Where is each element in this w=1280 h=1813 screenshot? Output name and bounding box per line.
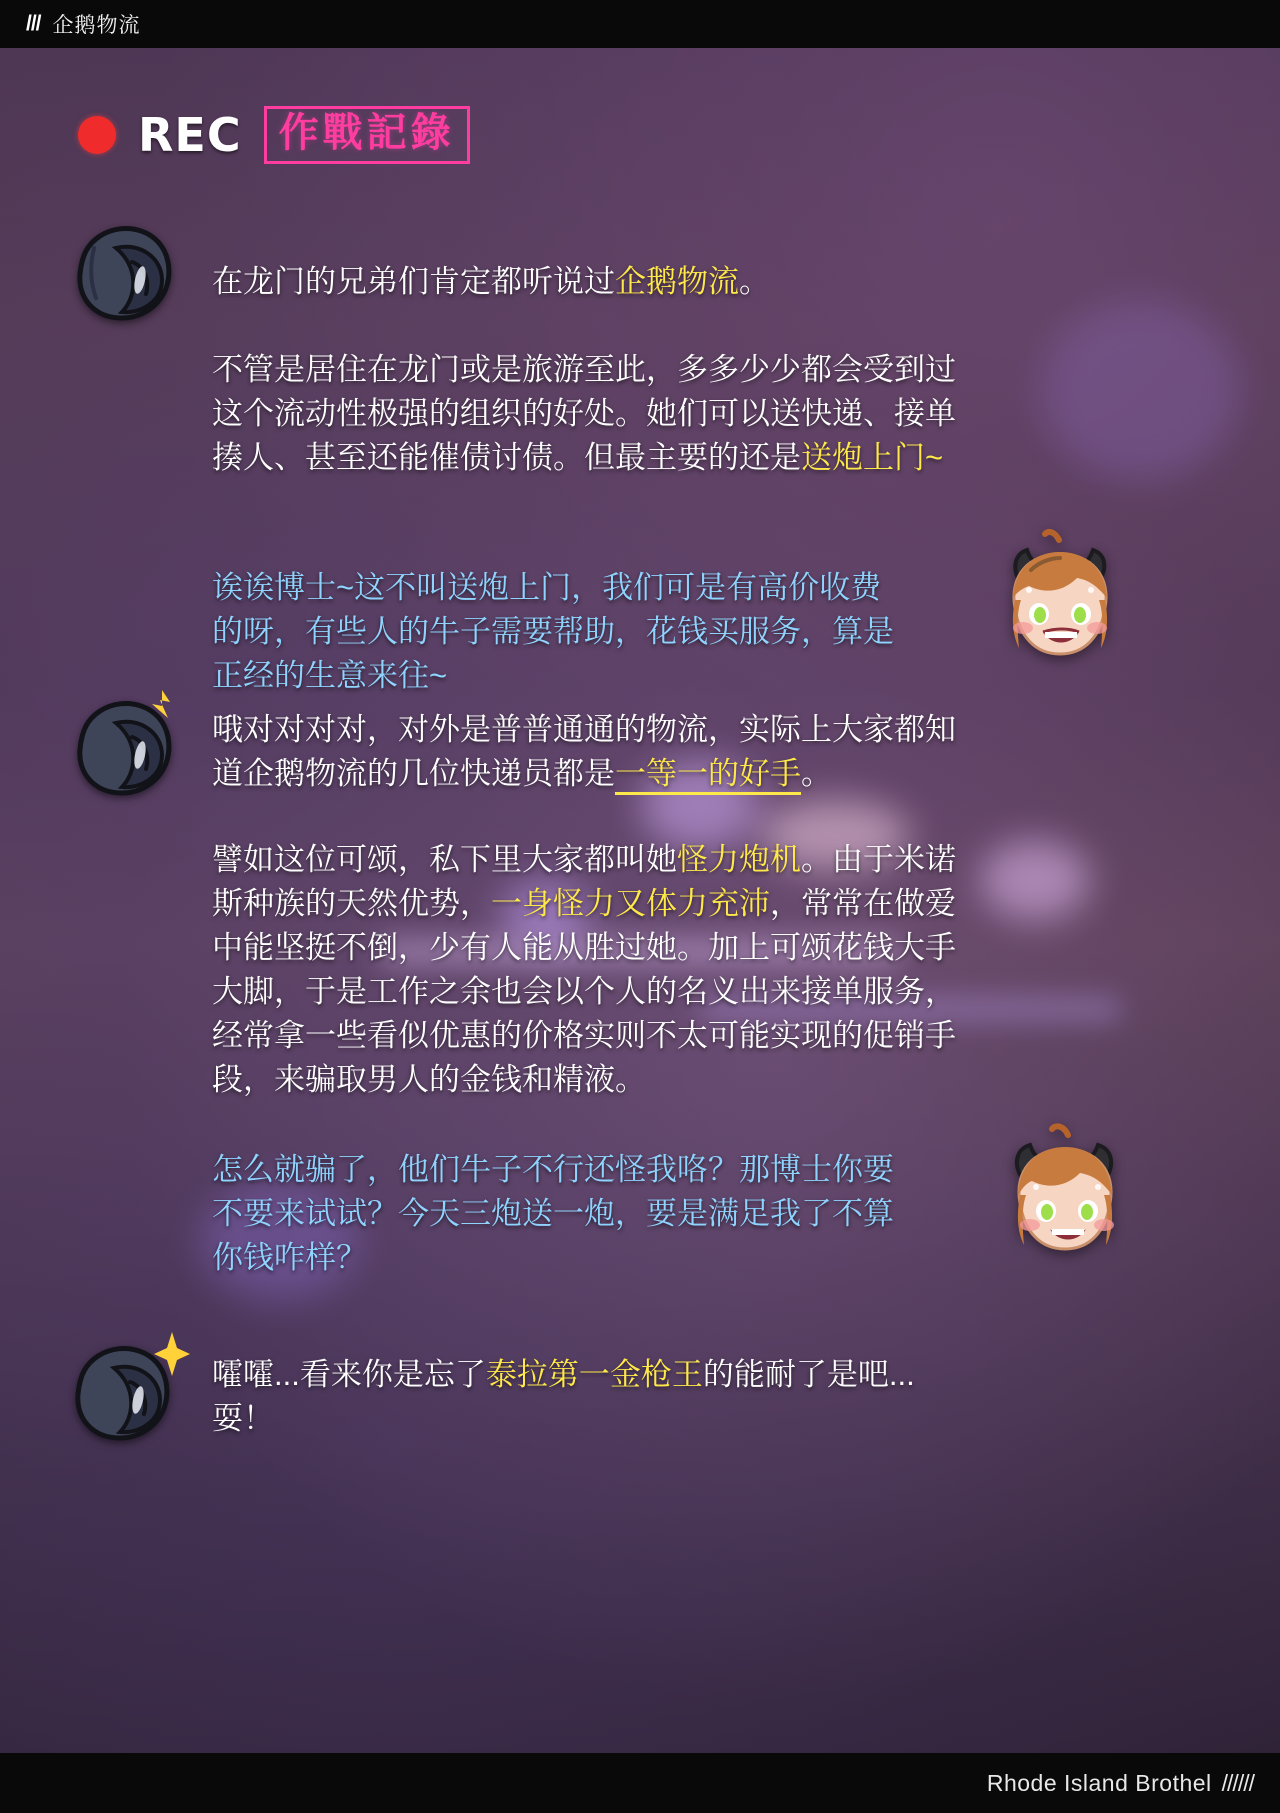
text-post: 。: [801, 756, 832, 792]
spark-icon: [148, 688, 182, 733]
bottombar-title: Rhode Island Brothel: [986, 1769, 1212, 1796]
topbar-slashes: ///: [26, 12, 41, 35]
bottom-bar: [0, 1753, 1280, 1813]
content-area: [0, 48, 1280, 1753]
dialogue-line: [212, 1353, 972, 1441]
dialogue-line: 诶诶博士~这不叫送炮上门，我们可是有高价收费的呀，有些人的牛子需要帮助，花钱买服务，算是正经的生意来往~: [212, 570, 894, 694]
dialogue-line: [212, 838, 972, 1102]
text-body: 哦对对对对，对外是普普通通的物流，实际上大家都知道企鹅物流的几位快递员都是: [212, 712, 956, 792]
text-body: 不管是居住在龙门或是旅游至此，多多少少都会受到过这个流动性极强的组织的好处。她们可以送快递、接单揍人、甚至还能催债讨债。但最主要的还是: [212, 352, 956, 476]
rec-label: REC: [138, 108, 242, 162]
dialogue-block-6: [212, 1148, 912, 1280]
top-bar: [0, 0, 1280, 48]
text-body-2: 。由于米诺斯种族的天然优势，: [212, 842, 956, 922]
dialogue-block-4: [212, 708, 972, 796]
dialogue-block-1: [212, 260, 972, 304]
text-highlight-2: 一身怪力又体力充沛: [491, 886, 770, 922]
doctor-avatar: [70, 218, 180, 328]
dialogue-line: 怎么就骗了，他们牛子不行还怪我咯？那博士你要不要来试试？今天三炮送一炮，要是满足我了不算你钱咋样？: [212, 1152, 894, 1276]
dialogue-block-7: [212, 1353, 972, 1441]
record-dot-icon: [78, 116, 116, 154]
text-highlight: 送炮上门~: [801, 440, 944, 476]
croissant-chibi: [990, 1123, 1140, 1293]
rec-header: [78, 106, 470, 164]
bottombar-slashes: //////: [1221, 1769, 1254, 1796]
text-body: 嚯嚯...看来你是忘了: [212, 1357, 486, 1392]
text-highlight: 泰拉第一金枪王: [485, 1357, 703, 1392]
dialogue-line: [212, 260, 972, 304]
dialogue-block-3: [212, 566, 912, 698]
text-body-3: ，常常在做爱中能坚挺不倒，少有人能从胜过她。加上可颂花钱大手大脚，于是工作之余也会以个人的名义出来接单服务，经常拿一些看似优惠的价格实则不太可能实现的促销手段，来骗取男人的金钱和精液。: [212, 886, 956, 1098]
dialogue-line: [212, 708, 972, 796]
text-pre: 在龙门的兄弟们肯定都听说过: [212, 264, 615, 299]
topbar-title: 企鹅物流: [52, 14, 141, 37]
dialogue-block-2: [212, 348, 972, 480]
text-highlight: 怪力炮机: [677, 842, 801, 877]
rec-badge: 作戰記錄: [264, 106, 470, 164]
dialogue-line: [212, 348, 972, 480]
text-highlight: 一等一的好手: [615, 756, 801, 795]
text-highlight: 企鹅物流: [615, 264, 739, 299]
text-body: 譬如这位可颂，私下里大家都叫她: [212, 842, 677, 877]
text-post: 的能耐了是吧...耍！: [212, 1357, 915, 1437]
sparkle-icon: [152, 1330, 192, 1383]
text-post: 。: [739, 264, 770, 299]
dialogue-block-5: [212, 838, 972, 1102]
croissant-chibi: [985, 528, 1135, 698]
